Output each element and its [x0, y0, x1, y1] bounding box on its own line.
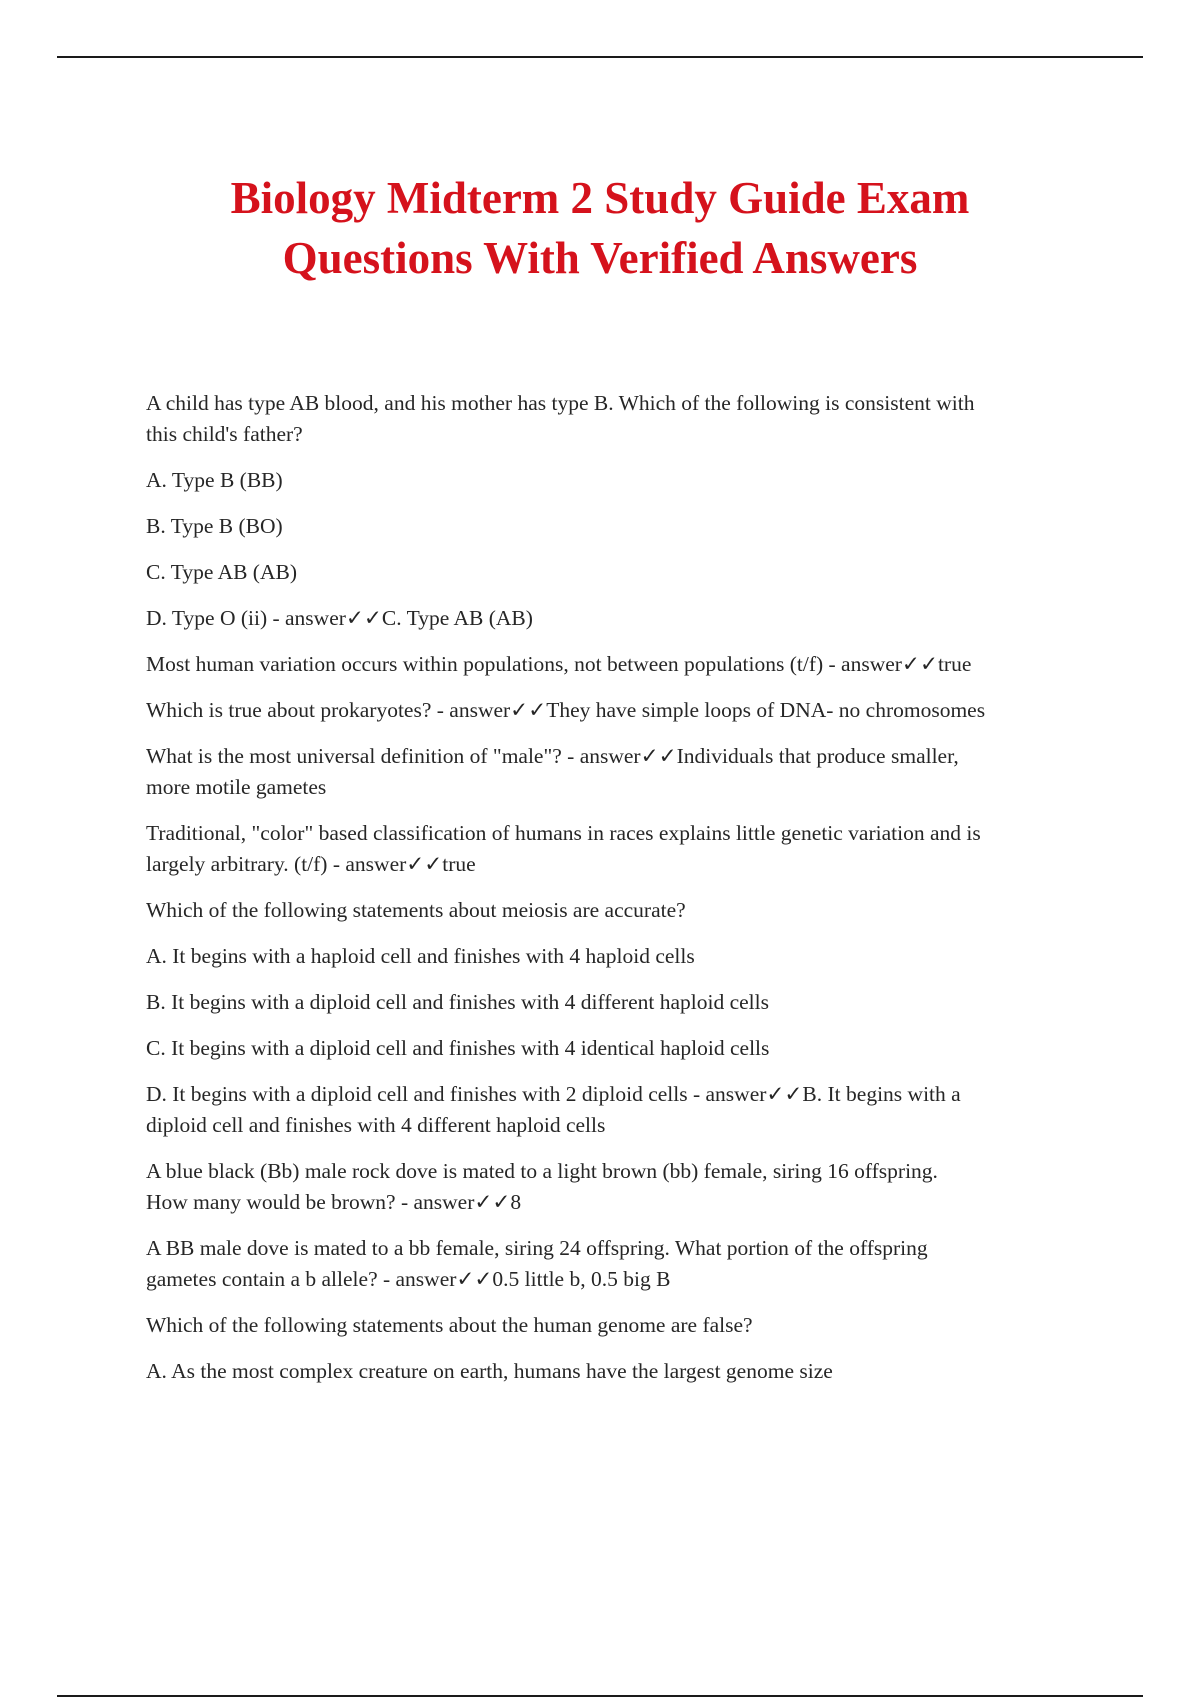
paragraph: [146, 511, 1106, 542]
document-title: [100, 168, 1100, 288]
paragraph-line: gametes contain a b allele? - answer✓✓0.5 little b, 0.5 big B: [146, 1267, 671, 1291]
paragraph-line: this child's father?: [146, 422, 303, 446]
paragraph: [146, 557, 1106, 588]
title-line-1: Biology Midterm 2 Study Guide Exam: [230, 173, 970, 223]
paragraph: [146, 1356, 1106, 1387]
paragraph-line: A. Type B (BB): [146, 468, 283, 492]
paragraph-line: A. It begins with a haploid cell and finishes with 4 haploid cells: [146, 944, 695, 968]
paragraph: [146, 1310, 1106, 1341]
paragraph: [146, 1233, 1106, 1295]
paragraph: [146, 1156, 1106, 1218]
paragraph-line: C. Type AB (AB): [146, 560, 297, 584]
paragraph-line: Most human variation occurs within populations, not between populations (t/f) - answer✓✓true: [146, 652, 972, 676]
paragraph: [146, 1079, 1106, 1141]
paragraph-line: How many would be brown? - answer✓✓8: [146, 1190, 522, 1214]
document-body: [146, 388, 1106, 1402]
paragraph-line: B. Type B (BO): [146, 514, 283, 538]
paragraph: [146, 603, 1106, 634]
paragraph-line: D. Type O (ii) - answer✓✓C. Type AB (AB): [146, 606, 533, 630]
paragraph: [146, 741, 1106, 803]
paragraph-line: Which of the following statements about meiosis are accurate?: [146, 898, 686, 922]
paragraph: [146, 388, 1106, 450]
paragraph-line: C. It begins with a diploid cell and finishes with 4 identical haploid cells: [146, 1036, 770, 1060]
paragraph-line: Which of the following statements about the human genome are false?: [146, 1313, 753, 1337]
paragraph: [146, 649, 1106, 680]
paragraph: [146, 695, 1106, 726]
paragraph: [146, 818, 1106, 880]
paragraph: [146, 941, 1106, 972]
paragraph-line: Traditional, "color" based classification of humans in races explains little genetic variation and is: [146, 821, 981, 845]
bottom-rule: [57, 1695, 1143, 1697]
paragraph: [146, 1033, 1106, 1064]
paragraph-line: diploid cell and finishes with 4 different haploid cells: [146, 1113, 606, 1137]
top-rule: [57, 56, 1143, 58]
paragraph-line: Which is true about prokaryotes? - answer✓✓They have simple loops of DNA- no chromosomes: [146, 698, 986, 722]
paragraph-line: What is the most universal definition of "male"? - answer✓✓Individuals that produce smaller,: [146, 744, 959, 768]
title-line-2: Questions With Verified Answers: [282, 233, 918, 283]
paragraph: [146, 987, 1106, 1018]
paragraph-line: A child has type AB blood, and his mother has type B. Which of the following is consistent with: [146, 391, 975, 415]
paragraph-line: A BB male dove is mated to a bb female, siring 24 offspring. What portion of the offspring: [146, 1236, 928, 1260]
paragraph: [146, 895, 1106, 926]
paragraph-line: more motile gametes: [146, 775, 327, 799]
paragraph-line: D. It begins with a diploid cell and finishes with 2 diploid cells - answer✓✓B. It begins with a: [146, 1082, 961, 1106]
paragraph-line: largely arbitrary. (t/f) - answer✓✓true: [146, 852, 476, 876]
paragraph: [146, 465, 1106, 496]
paragraph-line: B. It begins with a diploid cell and finishes with 4 different haploid cells: [146, 990, 769, 1014]
paragraph-line: A. As the most complex creature on earth, humans have the largest genome size: [146, 1359, 833, 1383]
paragraph-line: A blue black (Bb) male rock dove is mated to a light brown (bb) female, siring 16 offspring.: [146, 1159, 938, 1183]
